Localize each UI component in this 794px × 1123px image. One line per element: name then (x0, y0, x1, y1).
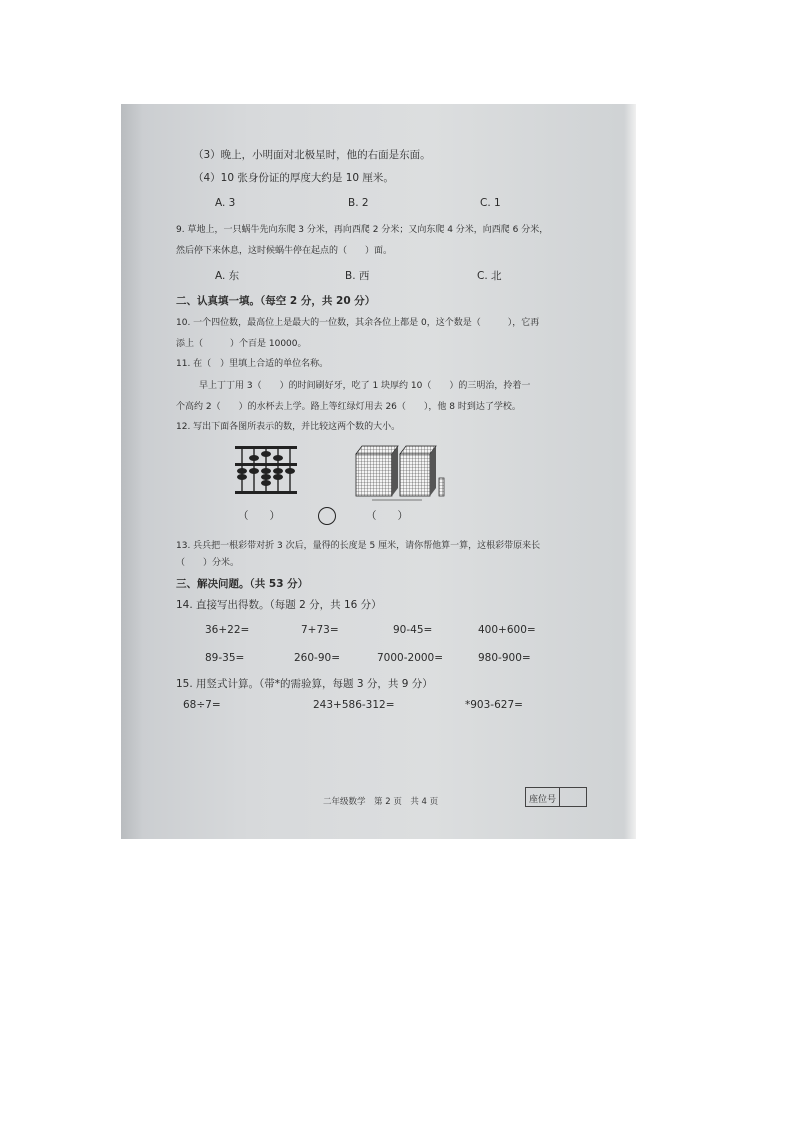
question-10-line1: 10. 一个四位数，最高位上是最大的一位数，其余各位上都是 0，这个数是（ ），它再 (176, 318, 540, 328)
calc-item: 7+73= (301, 624, 339, 636)
calc-item: 89-35= (205, 652, 245, 664)
question-13-line1: 13. 兵兵把一根彩带对折 3 次后，量得的长度是 5 厘米，请你帮他算一算，这根彩带原来长 (176, 541, 541, 551)
question-11-line2: 早上丁丁用 3（ ）的时间刷好牙，吃了 1 块厚约 10（ ）的三明治，拎着一 (199, 381, 531, 391)
question-4-text: （4）10 张身份证的厚度大约是 10 厘米。 (193, 172, 394, 184)
calc-item: 400+600= (478, 624, 536, 636)
question-12-line1: 12. 写出下面各图所表示的数，并比较这两个数的大小。 (176, 422, 401, 432)
vertical-calc-item: 243+586-312= (313, 699, 395, 711)
vertical-calc-item: *903-627= (465, 699, 523, 711)
calc-item: 90-45= (393, 624, 433, 636)
compare-circle[interactable] (318, 507, 336, 525)
section-3-title: 三、解决问题。（共 53 分） (176, 578, 309, 590)
question-14-title: 14. 直接写出得数。（每题 2 分，共 16 分） (176, 599, 382, 611)
question-9-line1: 9. 草地上，一只蜗牛先向东爬 3 分米，再向西爬 2 分米；又向东爬 4 分米，向西爬 6 分米， (176, 225, 549, 235)
calc-item: 7000-2000= (377, 652, 444, 664)
abacus-figure (234, 443, 298, 497)
section-2-title: 二、认真填一填。（每空 2 分，共 20 分） (176, 295, 376, 307)
question-11-line3: 个高约 2（ ）的水杯去上学。路上等红绿灯用去 26（ ），他 8 时到达了学校。 (176, 402, 521, 412)
question-9-line2: 然后停下来休息，这时候蜗牛停在起点的（ ）面。 (176, 246, 393, 256)
q12-blank-right[interactable]: （ ） (366, 510, 408, 522)
vertical-calc-item: 68÷7= (183, 699, 221, 711)
option-c: C. 1 (480, 197, 501, 209)
q12-blank-left[interactable]: （ ） (238, 510, 280, 522)
q9-option-b: B. 西 (345, 270, 370, 282)
thousand-cubes-figure (352, 440, 448, 504)
calc-item: 260-90= (294, 652, 340, 664)
seat-number-box[interactable] (525, 787, 587, 807)
page-footer: 二年级数学 第 2 页 共 4 页 (323, 797, 439, 807)
q9-option-c: C. 北 (477, 270, 502, 282)
question-10-line2: 添上（ ）个百是 10000。 (176, 339, 307, 349)
seat-number-label: 座位号 (529, 795, 557, 805)
question-3-text: （3）晚上，小明面对北极星时，他的右面是东面。 (193, 149, 431, 161)
option-a: A. 3 (215, 197, 236, 209)
question-15-title: 15. 用竖式计算。（带*的需验算，每题 3 分，共 9 分） (176, 678, 433, 690)
calc-item: 980-900= (478, 652, 531, 664)
calc-item: 36+22= (205, 624, 250, 636)
q9-option-a: A. 东 (215, 270, 240, 282)
option-b: B. 2 (348, 197, 369, 209)
question-13-line2: （ ）分米。 (176, 558, 240, 568)
question-11-line1: 11. 在（ ）里填上合适的单位名称。 (176, 359, 329, 369)
